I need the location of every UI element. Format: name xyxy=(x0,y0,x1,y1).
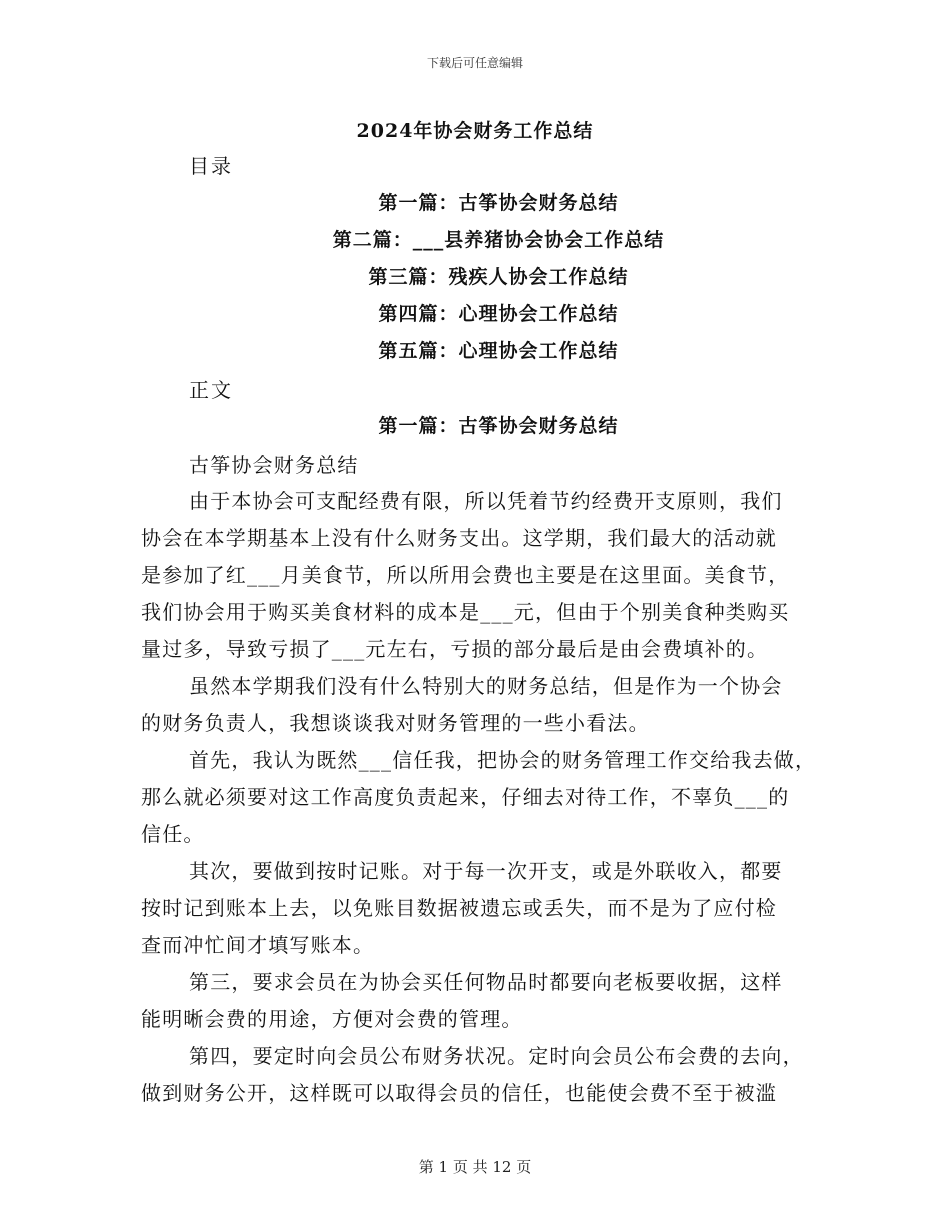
toc-item: 第三篇：残疾人协会工作总结 xyxy=(368,266,629,288)
page-header: 下载后可任意编辑 xyxy=(426,56,523,70)
toc-item: 第二篇：___县养猪协会协会工作总结 xyxy=(332,229,665,251)
body-line: 第四，要定时向会员公布财务状况。定时向会员公布会费的去向， xyxy=(189,1044,804,1068)
document-title: 2024年协会财务工作总结 xyxy=(356,120,594,142)
page-footer: 第 1 页 共 12 页 xyxy=(418,1158,532,1176)
body-line: 虽然本学期我们没有什么特别大的财务总结，但是作为一个协会 xyxy=(189,674,783,698)
body-line: 由于本协会可支配经费有限，所以凭着节约经费开支原则，我们 xyxy=(189,489,783,513)
body-line: 首先，我认为既然___信任我，把协会的财务管理工作交给我去做， xyxy=(189,748,817,772)
body-line: 量过多，导致亏损了___元左右，亏损的部分最后是由会费填补的。 xyxy=(141,637,769,661)
toc-item: 第五篇：心理协会工作总结 xyxy=(378,340,619,362)
body-line: 那么就必须要对这工作高度负责起来，仔细去对待工作，不辜负___的 xyxy=(141,785,790,809)
body-line: 按时记到账本上去，以免账目数据被遗忘或丢失，而不是为了应付检 xyxy=(141,896,777,920)
body-line: 是参加了红___月美食节，所以所用会费也主要是在这里面。美食节， xyxy=(141,563,790,587)
body-label: 正文 xyxy=(189,378,233,402)
body-line: 协会在本学期基本上没有什么财务支出。这学期，我们最大的活动就 xyxy=(141,526,777,550)
body-line: 查而冲忙间才填写账本。 xyxy=(141,933,375,957)
toc-item: 第四篇：心理协会工作总结 xyxy=(378,303,619,325)
body-line: 我们协会用于购买美食材料的成本是___元，但由于个别美食种类购买 xyxy=(141,600,790,624)
body-line: 能明晰会费的用途，方便对会费的管理。 xyxy=(141,1007,523,1031)
body-line: 做到财务公开，这样既可以取得会员的信任，也能使会费不至于被滥 xyxy=(141,1081,777,1105)
toc-item: 第一篇：古筝协会财务总结 xyxy=(378,192,619,214)
body-line: 信任。 xyxy=(141,822,205,846)
toc-label: 目录 xyxy=(189,154,233,178)
body-line: 其次，要做到按时记账。对于每一次开支，或是外联收入，都要 xyxy=(189,859,783,883)
body-line: 古筝协会财务总结 xyxy=(189,453,359,477)
body-line: 的财务负责人，我想谈谈我对财务管理的一些小看法。 xyxy=(141,711,650,735)
body-line: 第三，要求会员在为协会买任何物品时都要向老板要收据，这样 xyxy=(189,970,783,994)
section-heading: 第一篇：古筝协会财务总结 xyxy=(378,415,619,437)
